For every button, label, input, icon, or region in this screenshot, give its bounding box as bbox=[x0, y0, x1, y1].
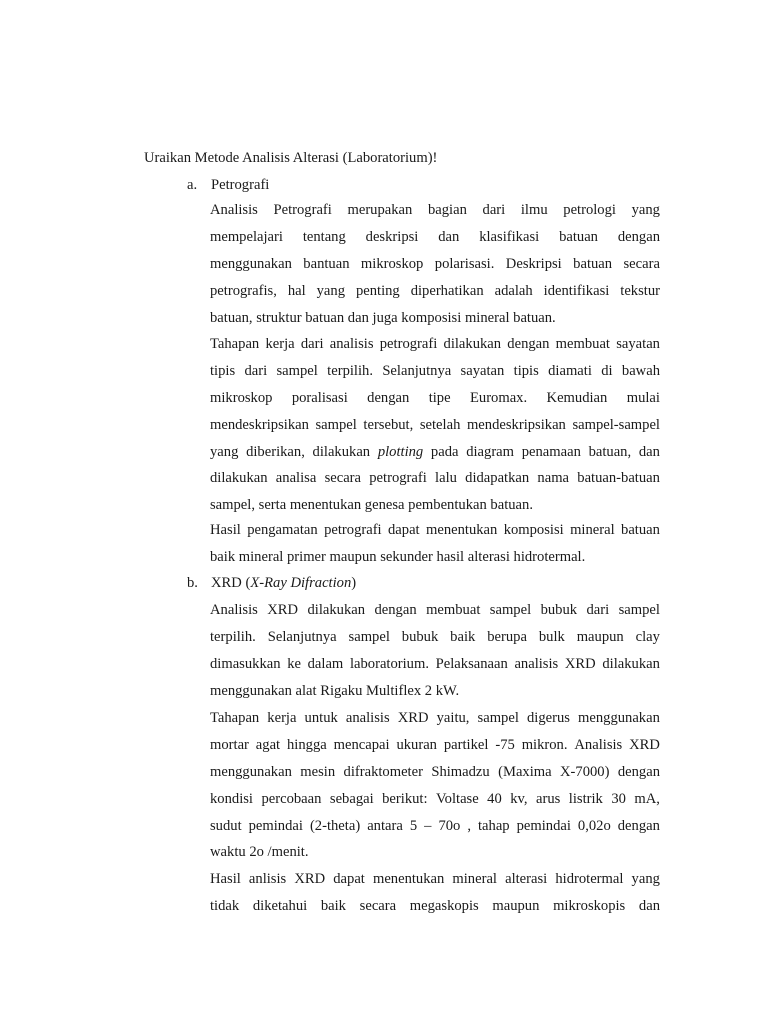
paragraph bbox=[210, 705, 660, 866]
word: bagian bbox=[427, 202, 467, 218]
word: yaitu, bbox=[436, 710, 470, 726]
word: yang bbox=[316, 282, 345, 299]
word: dari bbox=[586, 602, 610, 618]
word: berupa bbox=[487, 628, 527, 645]
word: mineral bbox=[570, 522, 615, 538]
text-line bbox=[210, 358, 660, 385]
word: XRD bbox=[397, 710, 429, 726]
word: sampel bbox=[315, 416, 357, 433]
text-line: waktu 2o /menit. bbox=[210, 844, 309, 861]
word: 0,02o bbox=[577, 817, 611, 834]
word: sampel bbox=[489, 602, 532, 618]
word: diketahui bbox=[252, 897, 308, 914]
word: Euromax. bbox=[469, 389, 528, 406]
word: Hasil bbox=[210, 522, 241, 538]
word: X-7000) bbox=[560, 763, 610, 780]
word: sampel bbox=[348, 628, 390, 645]
word: , bbox=[467, 817, 471, 834]
word: menggunakan bbox=[210, 255, 292, 272]
word: sebagai bbox=[329, 790, 374, 807]
word: setelah bbox=[419, 416, 461, 433]
word: baik bbox=[320, 897, 346, 914]
word: listrik bbox=[568, 790, 603, 807]
word: sayatan bbox=[460, 362, 505, 379]
word: – bbox=[424, 817, 432, 834]
section-marker: b. bbox=[187, 575, 198, 591]
text-line bbox=[210, 813, 660, 840]
word: XRD bbox=[564, 655, 596, 672]
text-line bbox=[210, 705, 660, 732]
word: sampel bbox=[276, 362, 318, 379]
word: Analisis bbox=[210, 602, 258, 618]
word: tipe bbox=[428, 389, 451, 406]
word: tersebut, bbox=[363, 416, 414, 433]
text-line bbox=[210, 517, 660, 544]
word: adalah bbox=[494, 282, 533, 299]
word: batuan-batuan bbox=[577, 470, 660, 487]
text-line bbox=[210, 224, 660, 251]
word: didapatkan bbox=[465, 470, 530, 487]
word: petrologi bbox=[563, 202, 616, 218]
word: kerja bbox=[267, 710, 297, 726]
word: hingga bbox=[287, 736, 327, 753]
word: mikroskop bbox=[210, 389, 273, 406]
word: pemindai bbox=[516, 817, 571, 834]
word: penamaan bbox=[521, 443, 581, 460]
word: XRD bbox=[267, 602, 299, 618]
word: dapat bbox=[333, 871, 365, 887]
word: ilmu bbox=[520, 202, 548, 218]
word: analisa bbox=[275, 470, 317, 487]
word: Petrografi bbox=[273, 202, 332, 218]
word: dilakukan bbox=[210, 470, 268, 487]
section-heading-xrd bbox=[187, 573, 356, 593]
text-line bbox=[210, 597, 660, 624]
word: mulai bbox=[626, 389, 660, 406]
word: Tahapan bbox=[210, 336, 260, 352]
word: di bbox=[601, 362, 613, 379]
text-line: sampel, serta menentukan genesa pembentukan batuan. bbox=[210, 497, 533, 514]
word: yang bbox=[631, 871, 660, 887]
word: ukuran bbox=[396, 736, 437, 753]
text-line: baik mineral primer maupun sekunder hasil alterasi hidrotermal. bbox=[210, 548, 586, 565]
text-line bbox=[210, 759, 660, 786]
word: 70o bbox=[438, 817, 461, 834]
word: mikroskop bbox=[360, 255, 424, 272]
word: mendeskripsikan bbox=[210, 416, 309, 433]
word: klasifikasi bbox=[479, 228, 540, 245]
word: lalu bbox=[435, 470, 457, 487]
word: dari bbox=[300, 336, 324, 352]
word: 5 bbox=[409, 817, 418, 834]
word: nama bbox=[537, 470, 570, 487]
word: pemindai bbox=[248, 817, 303, 834]
word: (Maxima bbox=[498, 763, 552, 780]
text-line bbox=[210, 786, 660, 813]
word: dan bbox=[438, 228, 460, 245]
word: alterasi bbox=[505, 871, 548, 887]
word: agat bbox=[255, 736, 281, 753]
text-line bbox=[210, 412, 660, 439]
word: mesin bbox=[300, 763, 336, 780]
text-line bbox=[210, 278, 660, 305]
word: yang bbox=[210, 443, 239, 460]
text-line bbox=[210, 385, 660, 412]
word: menentukan bbox=[372, 871, 445, 887]
word: kerja bbox=[265, 336, 295, 352]
word: tidak bbox=[210, 897, 240, 914]
word: dengan bbox=[617, 228, 660, 245]
word: analisis bbox=[345, 710, 390, 726]
word: dengan bbox=[507, 336, 550, 352]
word: sampel bbox=[618, 602, 660, 618]
word: analisis bbox=[329, 336, 374, 352]
word: poralisasi bbox=[291, 389, 348, 406]
page-title: Uraikan Metode Analisis Alterasi (Laboratorium)! bbox=[144, 150, 438, 166]
word: penting bbox=[355, 282, 400, 299]
word: batuan bbox=[573, 255, 613, 272]
text-line bbox=[210, 197, 660, 224]
paragraph bbox=[210, 866, 660, 920]
word: diamati bbox=[548, 362, 592, 379]
word: XRD bbox=[629, 736, 660, 753]
word: mencapai bbox=[333, 736, 390, 753]
word: Pelaksanaan bbox=[435, 655, 508, 672]
word: megaskopis bbox=[409, 897, 479, 914]
word: mempelajari bbox=[210, 228, 283, 245]
word: berikut: bbox=[382, 790, 428, 807]
word: petrografi bbox=[324, 522, 382, 538]
word: dan bbox=[638, 897, 660, 914]
text-line bbox=[210, 624, 660, 651]
word: hidrotermal bbox=[555, 871, 624, 887]
text-line: menggunakan alat Rigaku Multiflex 2 kW. bbox=[210, 682, 460, 699]
word: kondisi bbox=[210, 790, 253, 807]
text-line bbox=[210, 331, 660, 358]
word: menggunakan bbox=[578, 710, 660, 726]
word: dapat bbox=[388, 522, 420, 538]
word: yang bbox=[631, 202, 660, 218]
word: mA, bbox=[634, 790, 660, 807]
word: anlisis bbox=[248, 871, 287, 887]
word: Selanjutnya bbox=[267, 628, 337, 645]
word: dan bbox=[638, 443, 660, 460]
word: merupakan bbox=[347, 202, 413, 218]
word: menentukan bbox=[425, 522, 498, 538]
word: bulk bbox=[538, 628, 565, 645]
section-heading-italic: X-Ray Difraction bbox=[250, 575, 352, 591]
word: mikroskopis bbox=[553, 897, 626, 914]
word: deskripsi bbox=[365, 228, 419, 245]
word: diagram bbox=[466, 443, 515, 460]
word: dimasukkan bbox=[210, 655, 281, 672]
word: membuat bbox=[555, 336, 610, 352]
word: bubuk bbox=[401, 628, 439, 645]
text-line bbox=[210, 893, 660, 920]
word: sampel bbox=[477, 710, 519, 726]
word: Selanjutnya bbox=[382, 362, 452, 379]
word: menggunakan bbox=[210, 763, 292, 780]
word: pengamatan bbox=[247, 522, 318, 538]
word: tipis bbox=[210, 362, 236, 379]
word: bantuan bbox=[303, 255, 350, 272]
word: batuan bbox=[621, 522, 660, 538]
word: secara bbox=[623, 255, 660, 272]
paragraph bbox=[210, 517, 660, 571]
word: percobaan bbox=[261, 790, 322, 807]
word: secara bbox=[324, 470, 362, 487]
word: plotting bbox=[377, 443, 424, 460]
word: polarisasi. bbox=[434, 255, 495, 272]
word: ke bbox=[287, 655, 301, 672]
word: sampel-sampel bbox=[572, 416, 660, 433]
section-marker: a. bbox=[187, 177, 198, 193]
paragraph bbox=[210, 197, 660, 331]
word: tekstur bbox=[620, 282, 660, 299]
word: bawah bbox=[621, 362, 660, 379]
word: sudut bbox=[210, 817, 242, 834]
word: baik bbox=[450, 628, 476, 645]
word: diberikan, bbox=[246, 443, 305, 460]
word: clay bbox=[635, 628, 660, 645]
section-heading-text: Petrografi bbox=[211, 177, 270, 193]
word: dilakukan bbox=[443, 336, 502, 352]
word: hal bbox=[287, 282, 306, 299]
word: maupun bbox=[576, 628, 624, 645]
word: antara bbox=[367, 817, 403, 834]
word: maupun bbox=[492, 897, 540, 914]
word: sayatan bbox=[616, 336, 660, 352]
word: mineral bbox=[452, 871, 497, 887]
word: batuan bbox=[559, 228, 598, 245]
word: komposisi bbox=[503, 522, 564, 538]
word: batuan, bbox=[588, 443, 632, 460]
word: dilakukan bbox=[307, 602, 366, 618]
word: partikel bbox=[443, 736, 489, 753]
word: Kemudian bbox=[546, 389, 608, 406]
word: (2-theta) bbox=[309, 817, 361, 834]
word: tentang bbox=[302, 228, 346, 245]
word: tipis bbox=[513, 362, 539, 379]
word: terpilih. bbox=[210, 628, 256, 645]
word: dengan bbox=[617, 763, 660, 780]
text-line bbox=[210, 732, 660, 759]
word: dengan bbox=[367, 389, 410, 406]
word: mikron. bbox=[521, 736, 568, 753]
word: XRD bbox=[294, 871, 326, 887]
word: mortar bbox=[210, 736, 249, 753]
word: membuat bbox=[426, 602, 481, 618]
word: bubuk bbox=[540, 602, 578, 618]
paragraph bbox=[210, 331, 660, 519]
word: Shimadzu bbox=[431, 763, 490, 780]
word: dari bbox=[244, 362, 268, 379]
word: -75 bbox=[495, 736, 515, 753]
word: dalam bbox=[307, 655, 344, 672]
word: Deskripsi bbox=[505, 255, 562, 272]
paragraph bbox=[210, 597, 660, 705]
word: digerus bbox=[526, 710, 570, 726]
word: Analisis bbox=[210, 202, 258, 218]
word: dilakukan bbox=[312, 443, 371, 460]
word: petrografis, bbox=[210, 282, 277, 299]
text-line: batuan, struktur batuan dan juga komposisi mineral batuan. bbox=[210, 309, 556, 326]
text-line bbox=[210, 651, 660, 678]
text-line bbox=[210, 439, 660, 466]
word: dengan bbox=[617, 817, 660, 834]
text-line bbox=[210, 465, 660, 492]
word: Hasil bbox=[210, 871, 241, 887]
section-heading-suffix: ) bbox=[351, 575, 357, 591]
section-heading-prefix: XRD ( bbox=[211, 575, 251, 591]
word: dengan bbox=[374, 602, 417, 618]
word: difraktometer bbox=[343, 763, 423, 780]
word: dari bbox=[482, 202, 506, 218]
word: pada bbox=[430, 443, 459, 460]
word: kv, bbox=[510, 790, 528, 807]
text-line bbox=[210, 251, 660, 278]
text-line bbox=[210, 866, 660, 893]
word: analisis bbox=[514, 655, 559, 672]
word: 40 bbox=[487, 790, 502, 807]
word: identifikasi bbox=[543, 282, 610, 299]
section-heading-petrografi bbox=[187, 175, 269, 195]
word: Tahapan bbox=[210, 710, 260, 726]
word: laboratorium. bbox=[349, 655, 429, 672]
word: untuk bbox=[304, 710, 338, 726]
word: tahap bbox=[477, 817, 510, 834]
word: terpilih. bbox=[327, 362, 373, 379]
word: diperhatikan bbox=[410, 282, 484, 299]
word: petrografi bbox=[379, 336, 438, 352]
word: mendeskripsikan bbox=[466, 416, 566, 433]
word: Voltase bbox=[436, 790, 479, 807]
word: dilakukan bbox=[602, 655, 660, 672]
word: secara bbox=[359, 897, 397, 914]
word: Analisis bbox=[574, 736, 623, 753]
word: petrografi bbox=[369, 470, 427, 487]
word: 30 bbox=[611, 790, 626, 807]
word: arus bbox=[536, 790, 561, 807]
